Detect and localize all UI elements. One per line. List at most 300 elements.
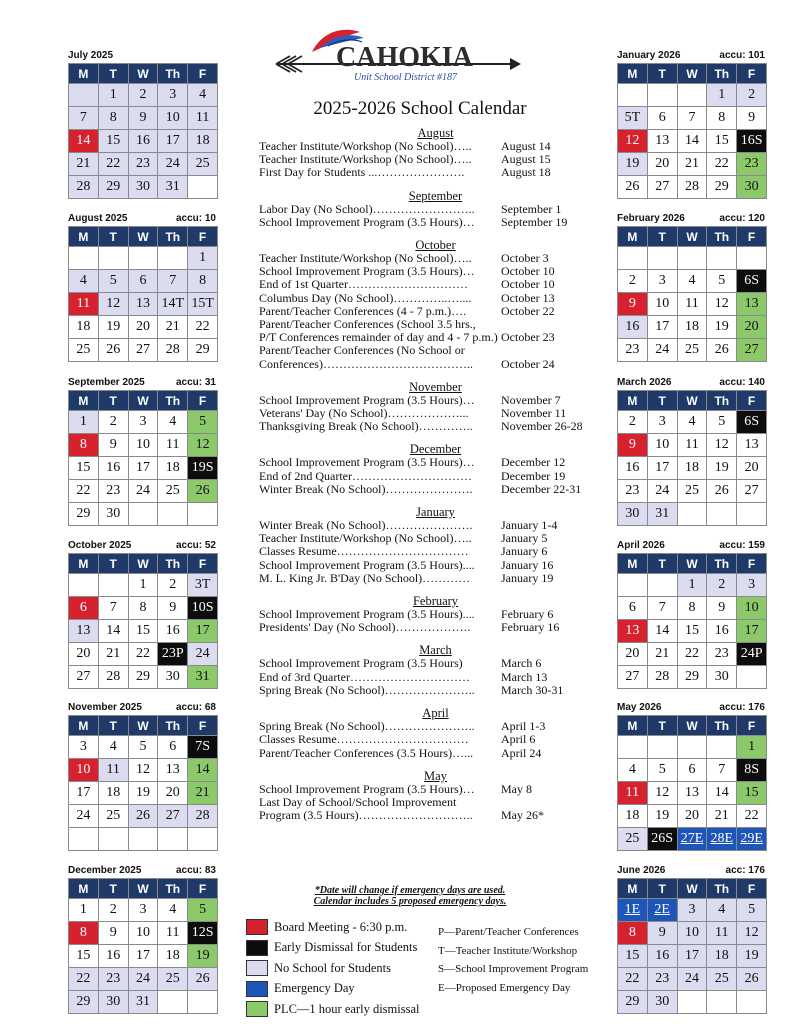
day-cell: 3 <box>69 736 99 759</box>
month-title <box>68 702 218 715</box>
event-date: May 8 <box>501 781 532 796</box>
weekday-header: W <box>128 716 158 736</box>
day-cell <box>188 828 218 851</box>
day-cell: 16 <box>707 620 737 643</box>
event-date: August 15 <box>501 152 551 167</box>
event-row <box>259 292 604 305</box>
day-cell: 17 <box>128 945 158 968</box>
event-name: First Day for Students ...…………………. <box>259 165 465 180</box>
section-title: September <box>408 188 463 203</box>
week-row <box>69 316 218 339</box>
weekday-header: M <box>69 716 99 736</box>
day-cell: 6 <box>128 270 158 293</box>
week-row <box>69 782 218 805</box>
week-row <box>69 666 218 689</box>
section-may <box>259 769 604 823</box>
event-name: Teacher Institute/Workshop (No School)….. <box>259 152 472 167</box>
event-name: Veterans' Day (No School)………………... <box>259 406 469 421</box>
week-row <box>69 176 218 199</box>
weekday-header: T <box>98 879 128 899</box>
day-cell: 26 <box>707 339 737 362</box>
month-title <box>617 702 767 715</box>
day-cell: 25 <box>707 968 737 991</box>
accumulated-days: acc: 176 <box>725 865 765 876</box>
day-cell: 2 <box>98 899 128 922</box>
day-cell: 8 <box>188 270 218 293</box>
month-july <box>68 50 218 199</box>
day-cell: 15 <box>69 457 99 480</box>
week-row <box>618 247 767 270</box>
accumulated-days: accu: 83 <box>175 865 216 876</box>
accumulated-days: accu: 176 <box>719 702 765 713</box>
week-row <box>69 107 218 130</box>
event-date: April 24 <box>501 745 542 760</box>
day-cell: 4 <box>677 411 707 434</box>
event-date: December 19 <box>501 468 566 483</box>
section-january <box>259 505 604 585</box>
weekday-header: W <box>677 391 707 411</box>
day-cell: 12S <box>188 922 218 945</box>
week-row <box>618 293 767 316</box>
week-row <box>618 968 767 991</box>
day-cell: 15 <box>677 620 707 643</box>
day-cell: 15T <box>188 293 218 316</box>
day-cell: 26 <box>98 339 128 362</box>
day-cell: 21 <box>707 805 737 828</box>
day-cell: 15 <box>618 945 648 968</box>
month-december <box>68 865 218 1014</box>
week-row <box>618 270 767 293</box>
day-cell: 30 <box>98 503 128 526</box>
event-name: Columbus Day (No School)…………..….... <box>259 290 472 305</box>
day-cell: 14 <box>707 782 737 805</box>
day-cell <box>188 503 218 526</box>
day-cell: 25 <box>677 339 707 362</box>
event-row <box>259 470 604 483</box>
day-cell: 12 <box>128 759 158 782</box>
accumulated-days: accu: 101 <box>719 50 765 61</box>
day-cell: 19 <box>707 457 737 480</box>
day-cell: 7 <box>69 107 99 130</box>
weekday-header: F <box>188 64 218 84</box>
events-list <box>259 126 604 831</box>
weekday-header: Th <box>707 716 737 736</box>
legend-swatch <box>246 960 268 976</box>
day-cell: 5 <box>98 270 128 293</box>
weekday-header: M <box>69 554 99 574</box>
week-row <box>69 945 218 968</box>
week-row <box>618 805 767 828</box>
week-row <box>69 574 218 597</box>
day-cell: 6S <box>737 411 767 434</box>
day-cell: 17 <box>188 620 218 643</box>
day-cell: 15 <box>128 620 158 643</box>
day-cell: 18 <box>69 316 99 339</box>
event-name: School Improvement Program (3.5 Hours)… <box>259 392 475 407</box>
accumulated-days: accu: 31 <box>175 377 216 388</box>
day-cell: 11 <box>158 434 188 457</box>
day-cell: 19S <box>188 457 218 480</box>
day-cell <box>737 503 767 526</box>
day-cell: 8 <box>707 107 737 130</box>
day-cell: 6 <box>647 107 677 130</box>
week-row <box>618 503 767 526</box>
day-cell: 30 <box>618 503 648 526</box>
day-cell: 28 <box>677 176 707 199</box>
day-cell: 7 <box>647 597 677 620</box>
day-cell: 25 <box>69 339 99 362</box>
weekday-header: F <box>737 879 767 899</box>
day-cell: 12 <box>737 922 767 945</box>
day-cell: 29 <box>98 176 128 199</box>
day-cell: 19 <box>618 153 648 176</box>
day-cell <box>98 828 128 851</box>
event-row <box>259 657 604 670</box>
event-date: November 11 <box>501 406 567 421</box>
section-february <box>259 594 604 634</box>
weekday-header: T <box>647 227 677 247</box>
week-row <box>69 153 218 176</box>
day-cell: 11 <box>618 782 648 805</box>
month-title <box>617 50 767 63</box>
event-date: September 19 <box>501 214 568 229</box>
weekday-header: Th <box>707 879 737 899</box>
weekday-header: F <box>188 227 218 247</box>
event-name: Parent/Teacher Conferences (School 3.5 hrs., P/T Conferences remainder of day and 4 - 7 p.m.) <box>259 317 498 345</box>
month-title <box>617 377 767 390</box>
day-cell: 11 <box>707 922 737 945</box>
day-cell <box>158 503 188 526</box>
event-name: End of 3rd Quarter………………………… <box>259 669 470 684</box>
letter-code: T—Teacher Institute/Workshop <box>438 944 578 957</box>
day-cell <box>677 503 707 526</box>
event-row <box>259 783 604 796</box>
day-cell: 28 <box>98 666 128 689</box>
day-cell: 31 <box>158 176 188 199</box>
day-cell: 15 <box>737 782 767 805</box>
event-name: Thanksgiving Break (No School)………….. <box>259 419 473 434</box>
weekday-header: T <box>98 554 128 574</box>
day-cell: 7 <box>158 270 188 293</box>
legend-swatch <box>246 919 268 935</box>
month-name: August 2025 <box>68 213 128 224</box>
event-row <box>259 166 604 179</box>
week-row <box>618 107 767 130</box>
day-cell: 15 <box>69 945 99 968</box>
day-cell <box>647 736 677 759</box>
day-cell: 21 <box>647 643 677 666</box>
month-may <box>617 702 767 851</box>
day-cell: 10 <box>128 922 158 945</box>
day-cell <box>647 247 677 270</box>
month-september <box>68 377 218 526</box>
section-october <box>259 238 604 371</box>
day-cell: 22 <box>69 968 99 991</box>
day-cell: 11 <box>69 293 99 316</box>
day-cell: 20 <box>737 457 767 480</box>
day-cell: 4 <box>158 411 188 434</box>
day-cell: 13 <box>128 293 158 316</box>
month-february <box>617 213 767 362</box>
week-row <box>618 434 767 457</box>
day-cell: 10 <box>158 107 188 130</box>
week-row <box>618 643 767 666</box>
week-row <box>69 457 218 480</box>
event-row <box>259 796 604 822</box>
day-cell: 7 <box>677 107 707 130</box>
section-title: December <box>409 442 462 457</box>
day-cell: 12 <box>707 434 737 457</box>
day-cell: 27 <box>647 176 677 199</box>
month-grid <box>617 226 767 362</box>
day-cell: 8 <box>677 597 707 620</box>
event-row <box>259 559 604 572</box>
day-cell: 23 <box>618 480 648 503</box>
day-cell: 24 <box>647 480 677 503</box>
day-cell: 1 <box>69 411 99 434</box>
day-cell: 13 <box>737 434 767 457</box>
month-grid <box>617 878 767 1014</box>
event-name: Spring Break (No School)………………….. <box>259 719 475 734</box>
day-cell: 2 <box>128 84 158 107</box>
day-cell <box>158 247 188 270</box>
day-cell: 4 <box>69 270 99 293</box>
day-cell: 5 <box>707 411 737 434</box>
day-cell: 17 <box>128 457 158 480</box>
day-cell: 8 <box>98 107 128 130</box>
event-name: Winter Break (No School)…………………. <box>259 518 473 533</box>
section-march <box>259 643 604 697</box>
weekday-header: Th <box>158 716 188 736</box>
day-cell: 19 <box>128 782 158 805</box>
weekday-header: M <box>618 554 648 574</box>
week-row <box>69 991 218 1014</box>
legend-swatch <box>246 981 268 997</box>
day-cell: 2E <box>647 899 677 922</box>
day-cell: 6S <box>737 270 767 293</box>
week-row <box>69 968 218 991</box>
day-cell: 5 <box>737 899 767 922</box>
day-cell: 22 <box>128 643 158 666</box>
accumulated-days: accu: 120 <box>719 213 765 224</box>
section-august <box>259 126 604 180</box>
day-cell: 18 <box>158 945 188 968</box>
week-row <box>618 945 767 968</box>
day-cell <box>618 247 648 270</box>
day-cell: 27 <box>69 666 99 689</box>
day-cell <box>707 503 737 526</box>
weekday-header: M <box>69 64 99 84</box>
section-september <box>259 189 604 229</box>
day-cell: 31 <box>188 666 218 689</box>
week-row <box>69 130 218 153</box>
day-cell: 22 <box>69 480 99 503</box>
month-august <box>68 213 218 362</box>
day-cell: 31 <box>128 991 158 1014</box>
event-date: January 6 <box>501 544 548 559</box>
event-name: School Improvement Program (3.5 Hours).... <box>259 607 475 622</box>
weekday-header: M <box>69 879 99 899</box>
event-date: September 1 <box>501 201 562 216</box>
day-cell: 21 <box>98 643 128 666</box>
day-cell: 30 <box>158 666 188 689</box>
day-cell: 4 <box>188 84 218 107</box>
month-title <box>617 213 767 226</box>
day-cell: 17 <box>677 945 707 968</box>
event-date: March 13 <box>501 669 548 684</box>
month-grid <box>617 553 767 689</box>
event-name: School Improvement Program (3.5 Hours)… <box>259 214 475 229</box>
day-cell: 1 <box>128 574 158 597</box>
event-row <box>259 621 604 634</box>
day-cell: 28E <box>707 828 737 851</box>
day-cell: 29 <box>128 666 158 689</box>
day-cell <box>69 828 99 851</box>
day-cell: 2 <box>707 574 737 597</box>
day-cell: 31 <box>647 503 677 526</box>
day-cell: 22 <box>188 316 218 339</box>
week-row <box>69 643 218 666</box>
event-row <box>259 671 604 684</box>
day-cell: 27 <box>158 805 188 828</box>
day-cell <box>618 84 648 107</box>
legend-label: No School for Students <box>274 960 392 975</box>
day-cell: 26 <box>737 968 767 991</box>
day-cell: 29 <box>69 503 99 526</box>
week-row <box>69 922 218 945</box>
event-date: January 16 <box>501 557 554 572</box>
section-title: May <box>424 768 447 783</box>
day-cell: 16 <box>98 457 128 480</box>
event-date: October 13 <box>501 290 555 305</box>
weekday-header: W <box>128 554 158 574</box>
week-row <box>69 434 218 457</box>
month-name: February 2026 <box>617 213 685 224</box>
day-cell: 18 <box>618 805 648 828</box>
week-row <box>618 620 767 643</box>
weekday-header: F <box>737 391 767 411</box>
day-cell: 14 <box>188 759 218 782</box>
week-row <box>69 293 218 316</box>
month-name: December 2025 <box>68 865 142 876</box>
weekday-header: M <box>69 227 99 247</box>
day-cell <box>737 666 767 689</box>
day-cell: 28 <box>647 666 677 689</box>
weekday-header: F <box>737 554 767 574</box>
section-title: March <box>419 643 452 658</box>
day-cell: 9 <box>618 293 648 316</box>
day-cell <box>618 574 648 597</box>
day-cell: 23P <box>158 643 188 666</box>
day-cell <box>69 247 99 270</box>
day-cell <box>128 503 158 526</box>
day-cell: 23 <box>737 153 767 176</box>
month-title <box>68 540 218 553</box>
weekday-header: F <box>188 716 218 736</box>
day-cell: 2 <box>98 411 128 434</box>
weekday-header: F <box>188 391 218 411</box>
day-cell <box>98 574 128 597</box>
event-name: Teacher Institute/Workshop (No School)….. <box>259 531 472 546</box>
weekday-header: Th <box>158 64 188 84</box>
event-row <box>259 747 604 760</box>
week-row <box>69 411 218 434</box>
weekday-header: W <box>677 879 707 899</box>
event-name: School Improvement Program (3.5 Hours).... <box>259 557 475 572</box>
weekday-header: F <box>188 554 218 574</box>
weekday-header: M <box>69 391 99 411</box>
day-cell: 4 <box>677 270 707 293</box>
day-cell: 11 <box>677 293 707 316</box>
day-cell <box>707 736 737 759</box>
weekday-header: Th <box>158 391 188 411</box>
day-cell: 10S <box>188 597 218 620</box>
day-cell <box>188 176 218 199</box>
week-row <box>618 782 767 805</box>
day-cell: 20 <box>647 153 677 176</box>
day-cell: 23 <box>707 643 737 666</box>
day-cell: 24 <box>128 968 158 991</box>
day-cell: 4 <box>707 899 737 922</box>
day-cell: 22 <box>737 805 767 828</box>
day-cell: 22 <box>707 153 737 176</box>
day-cell: 1 <box>737 736 767 759</box>
accumulated-days: accu: 68 <box>175 702 216 713</box>
event-date: August 14 <box>501 139 551 153</box>
day-cell: 25 <box>98 805 128 828</box>
day-cell: 3 <box>647 411 677 434</box>
weekday-header: W <box>128 879 158 899</box>
week-row <box>618 991 767 1014</box>
month-grid <box>617 63 767 199</box>
event-name: Parent/Teacher Conferences (4 - 7 p.m.)…. <box>259 303 467 318</box>
legend-item-early-dismissal <box>246 938 446 959</box>
week-row <box>618 666 767 689</box>
section-title: April <box>422 706 449 721</box>
day-cell: 30 <box>98 991 128 1014</box>
day-cell <box>677 247 707 270</box>
legend-label: Board Meeting - 6:30 p.m. <box>274 919 408 934</box>
event-row <box>259 344 604 370</box>
day-cell: 24 <box>677 968 707 991</box>
day-cell: 25 <box>158 480 188 503</box>
event-date: November 26-28 <box>501 419 583 434</box>
note-line-1: *Date will change if emergency days are used. <box>314 885 506 896</box>
event-name: Teacher Institute/Workshop (No School)….. <box>259 251 472 266</box>
letter-code: P—Parent/Teacher Conferences <box>438 926 579 938</box>
day-cell: 5 <box>647 759 677 782</box>
day-cell: 26 <box>188 968 218 991</box>
week-row <box>618 922 767 945</box>
month-title <box>68 377 218 390</box>
weekday-header: Th <box>707 554 737 574</box>
day-cell: 3 <box>677 899 707 922</box>
week-row <box>69 805 218 828</box>
day-cell <box>737 991 767 1014</box>
weekday-header: W <box>128 391 158 411</box>
day-cell: 18 <box>707 945 737 968</box>
day-cell: 23 <box>618 339 648 362</box>
day-cell: 23 <box>128 153 158 176</box>
week-row <box>618 759 767 782</box>
event-name: Classes Resume…………………………… <box>259 544 469 559</box>
day-cell: 5 <box>128 736 158 759</box>
day-cell: 14 <box>69 130 99 153</box>
day-cell: 16S <box>737 130 767 153</box>
day-cell: 7S <box>188 736 218 759</box>
weekday-header: M <box>618 716 648 736</box>
event-name: School Improvement Program (3.5 Hours)… <box>259 781 475 796</box>
